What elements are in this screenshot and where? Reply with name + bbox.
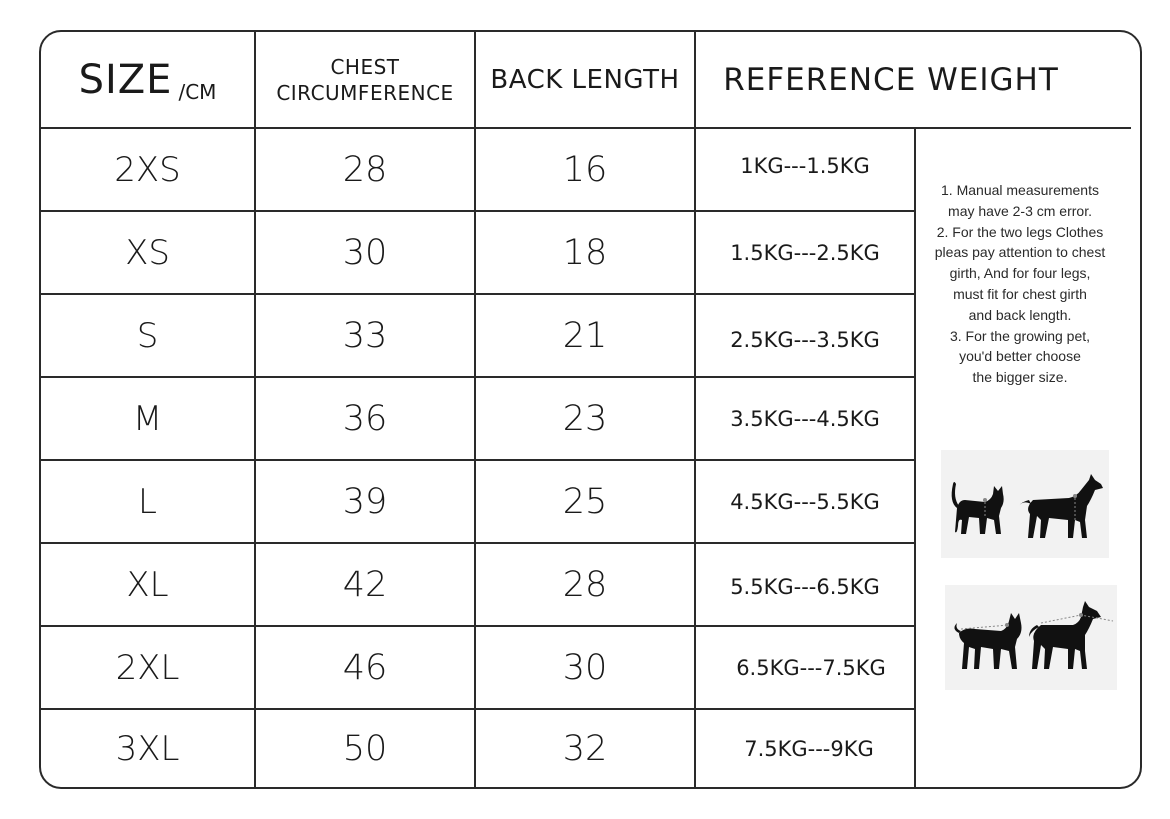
row-2xl-weight: 6.5KG---7.5KG [736,655,886,680]
note-line: you'd better choose [959,348,1081,365]
row-m-size: M [132,398,163,439]
header-back-length: BACK LENGTH [490,64,680,95]
header-chest-line1: CHEST [330,54,400,79]
row-xs-weight: 1.5KG---2.5KG [730,240,880,265]
row-xl-chest: 42 [342,564,388,605]
row-xl-size: XL [126,564,169,605]
row-s-size: S [136,315,159,356]
row-m-back: 23 [562,398,608,439]
row-l-weight: 4.5KG---5.5KG [730,489,880,514]
note-line: must fit for chest girth [953,285,1087,302]
row-xl-weight: 5.5KG---6.5KG [730,574,880,599]
header-size-label: SIZE [78,56,173,103]
note-line: 1. Manual measurements [941,182,1099,198]
note-line: and back length. [968,306,1072,323]
cat-dog-back-measure-icon [945,585,1117,690]
row-l-size: L [138,481,157,522]
row-2xl-back: 30 [562,647,608,688]
note-line: pleas pay attention to chest [934,244,1106,261]
row-2xs-back: 16 [562,149,608,190]
note-line: 2. For the two legs Clothes [936,223,1104,240]
note-line: 3. For the growing pet, [949,327,1091,344]
row-s-chest: 33 [342,315,388,356]
note-line: the bigger size. [972,369,1068,386]
row-3xl-chest: 50 [342,729,388,769]
row-m-weight: 3.5KG---4.5KG [730,406,880,431]
row-xs-chest: 30 [342,232,388,273]
row-l-chest: 39 [342,481,388,522]
row-3xl-size: 3XL [115,729,180,769]
row-l-back: 25 [562,481,608,522]
row-2xl-size: 2XL [115,647,180,688]
row-2xs-chest: 28 [342,149,388,190]
note-line: may have 2-3 cm error. [948,202,1092,219]
header-size-unit: /CM [178,79,217,104]
header-size [41,32,254,127]
header-chest-line2: CIRCUMFERENCE [276,80,454,105]
note-line: girth, And for four legs, [949,265,1091,282]
row-2xs-weight: 1KG---1.5KG [740,153,870,178]
row-s-back: 21 [562,315,608,356]
row-xs-back: 18 [562,232,608,273]
header-chest [256,32,474,127]
header-reference-weight: REFERENCE WEIGHT [723,61,1059,98]
cat-dog-chest-measure-icon [941,450,1109,558]
row-xs-size: XS [125,232,170,273]
row-3xl-back: 32 [562,729,608,769]
row-3xl-weight: 7.5KG---9KG [744,737,874,761]
row-2xs-size: 2XS [114,149,181,190]
row-s-weight: 2.5KG---3.5KG [730,327,880,352]
measurement-notes [918,180,1122,388]
row-2xl-chest: 46 [342,647,388,688]
row-xl-back: 28 [562,564,608,605]
row-m-chest: 36 [342,398,388,439]
